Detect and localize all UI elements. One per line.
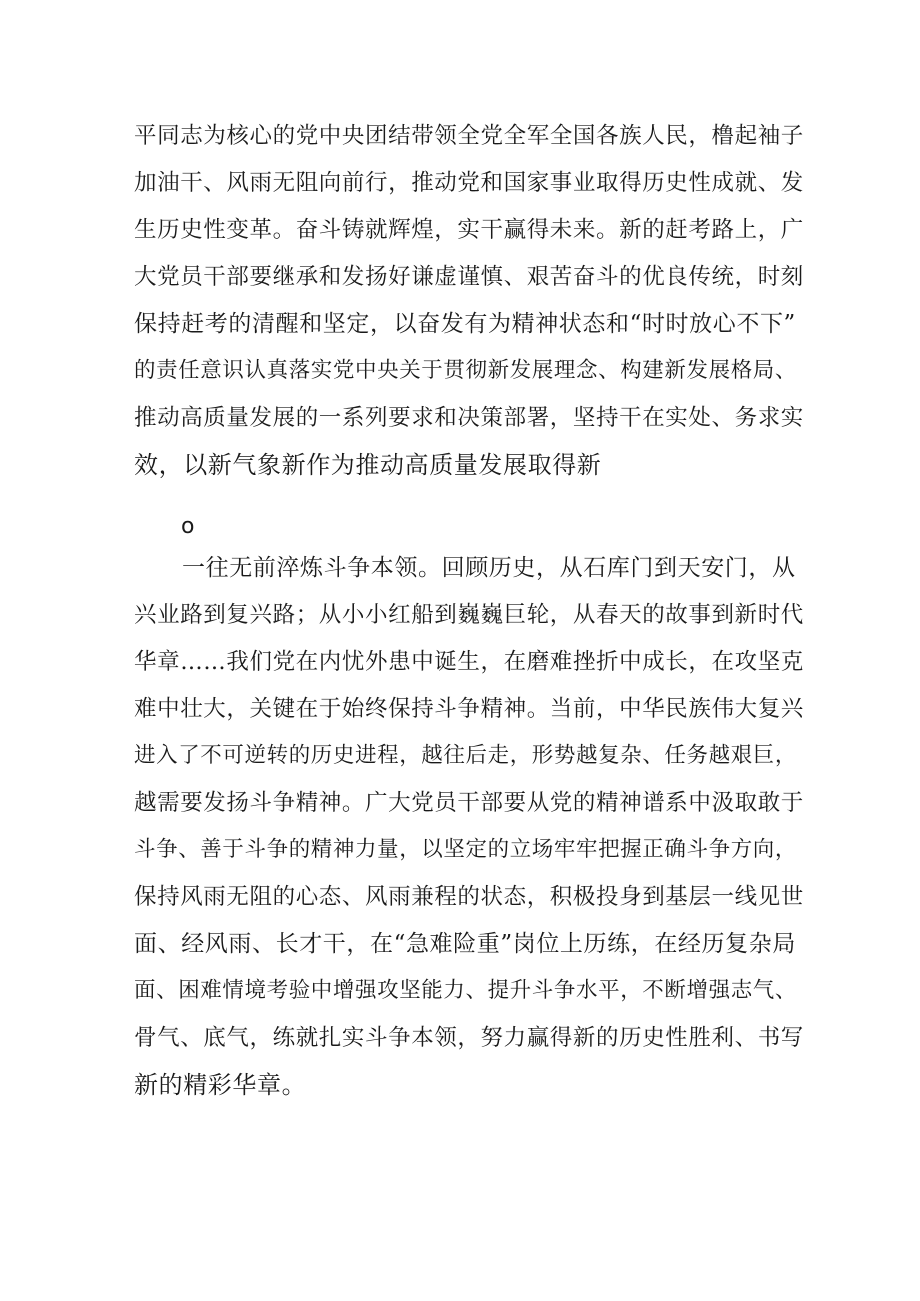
paragraph1-line-2: 加油干、风雨无阻向前行，推动党和国家事业取得历史性成就、发 — [134, 170, 804, 196]
paragraph2-line-3: 华章……我们党在内忧外患中诞生，在磨难挫折中成长，在攻坚克 — [134, 649, 804, 675]
paragraph1-line-5: 保持赶考的清醒和坚定，以奋发有为精神状态和“时时放心不下” — [134, 311, 796, 337]
paragraph2-line-5: 进入了不可逆转的历史进程，越往后走，形势越复杂、任务越艰巨， — [134, 743, 798, 768]
paragraph1-line-8: 效，以新气象新作为推动高质量发展取得新 — [134, 451, 602, 479]
paragraph2-line-10: 面、困难情境考验中增强攻坚能力、提升斗争水平，不断增强志气、 — [134, 978, 798, 1003]
stray-mark: o — [181, 514, 195, 539]
paragraph1-line-6: 的责任意识认真落实党中央关于贯彻新发展理念、构建新发展格局、 — [134, 358, 798, 383]
paragraph1-line-3: 生历史性变革。奋斗铸就辉煌，实干赢得未来。新的赶考路上，广 — [134, 217, 804, 243]
paragraph2-line-9: 面、经风雨、长才干，在“急难险重”岗位上历练，在经历复杂局 — [134, 931, 796, 957]
paragraph2-line-8: 保持风雨无阻的心态、风雨兼程的状态，积极投身到基层一线见世 — [134, 884, 804, 910]
paragraph2-line-1: 一往无前淬炼斗争本领。回顾历史，从石库门到天安门，从 — [182, 555, 796, 581]
paragraph1-line-7: 推动高质量发展的一系列要求和决策部署，坚持干在实处、务求实 — [134, 405, 804, 431]
paragraph2-line-7: 斗争、善于斗争的精神力量，以坚定的立场牢牢把握正确斗争方向， — [134, 837, 798, 862]
paragraph2-line-11: 骨气、底气，练就扎实斗争本领，努力赢得新的历史性胜利、书写 — [134, 1025, 804, 1051]
paragraph2-line-4: 难中壮大，关键在于始终保持斗争精神。当前，中华民族伟大复兴 — [134, 696, 804, 722]
paragraph1-line-1: 平同志为核心的党中央团结带领全党全军全国各族人民，橹起袖子 — [134, 123, 804, 149]
paragraph2-line-2: 兴业路到复兴路；从小小红船到巍巍巨轮，从春天的故事到新时代 — [134, 602, 804, 628]
paragraph1-line-4: 大党员干部要继承和发扬好谦虚谨慎、艰苦奋斗的优良传统，时刻 — [134, 264, 804, 290]
paragraph2-line-12: 新的精彩华章。 — [134, 1071, 307, 1099]
paragraph2-line-6: 越需要发扬斗争精神。广大党员干部要从党的精神谱系中汲取敢于 — [134, 790, 804, 816]
